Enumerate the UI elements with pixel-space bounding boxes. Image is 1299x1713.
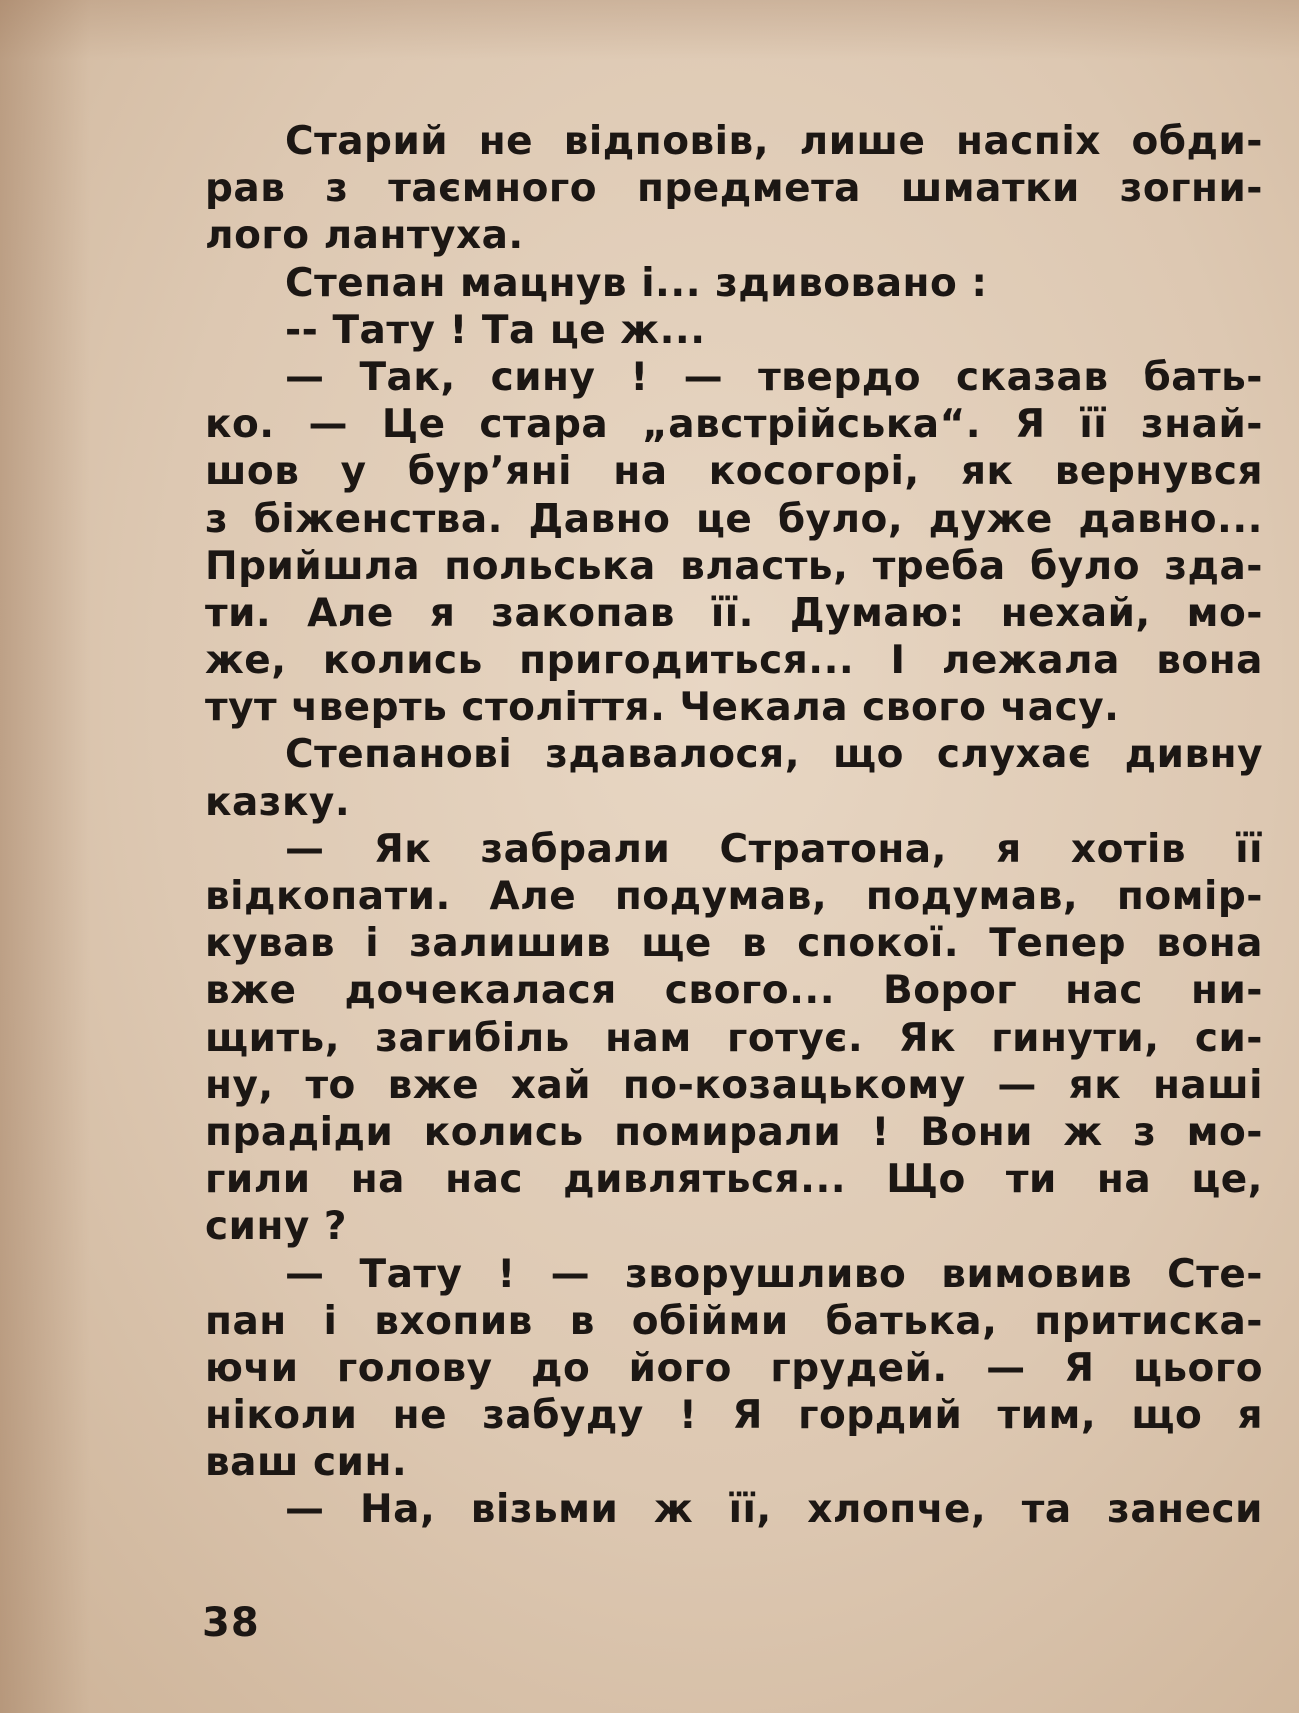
page-number: 38	[202, 1600, 260, 1646]
text-line: — Так, сину ! — твердо сказав бать-	[285, 354, 1263, 400]
text-line: щить, загибіль нам готує. Як гинути, си-	[205, 1015, 1263, 1061]
text-line: ваш син.	[205, 1440, 408, 1486]
text-line: — Як забрали Стратона, я хотів її	[285, 826, 1263, 872]
text-line: Степан мацнув і... здивовано :	[285, 260, 988, 306]
text-line: — Тату ! — зворушливо вимовив Сте-	[285, 1251, 1263, 1297]
text-line: ти. Але я закопав її. Думаю: нехай, мо-	[205, 590, 1263, 636]
text-line: тут чверть століття. Чекала свого часу.	[205, 685, 1120, 731]
text-line: рав з таємного предмета шматки зогни-	[205, 166, 1263, 212]
text-line: ну, то вже хай по-козацькому — як наші	[205, 1062, 1263, 1108]
text-line: прадіди колись помирали ! Вони ж з мо-	[205, 1109, 1263, 1155]
text-line: гили на нас дивляться... Що ти на це,	[205, 1157, 1263, 1203]
text-line: Прийшла польська власть, треба було зда-	[205, 543, 1263, 589]
text-line: з біженства. Давно це було, дуже давно...	[205, 496, 1263, 542]
text-line: сину ?	[205, 1204, 348, 1250]
text-line: пан і вхопив в обійми батька, притиска-	[205, 1298, 1263, 1344]
body-text	[205, 118, 1263, 1534]
text-line: же, колись пригодиться... І лежала вона	[205, 638, 1263, 684]
text-line: ко. — Це стара „австрійська“. Я її знай-	[205, 402, 1263, 448]
text-line: вже дочекалася свого... Ворог нас ни-	[205, 968, 1263, 1014]
text-line: Степанові здавалося, що слухає дивну	[285, 732, 1263, 778]
text-line: кував і залишив ще в спокої. Тепер вона	[205, 921, 1263, 967]
text-line: шов у бур’яні на косогорі, як вернувся	[205, 449, 1263, 495]
text-line: казку.	[205, 779, 351, 825]
text-line: лого лантуха.	[205, 213, 524, 259]
text-line: відкопати. Але подумав, подумав, помір-	[205, 874, 1263, 919]
text-line: ючи голову до його грудей. — Я цього	[205, 1345, 1263, 1391]
text-line: -- Тату ! Та це ж...	[285, 307, 706, 353]
text-line: Старий не відповів, лише наспіх обди-	[285, 119, 1263, 164]
text-line: ніколи не забуду ! Я гордий тим, що я	[205, 1393, 1263, 1439]
text-line: — На, візьми ж її, хлопче, та занеси	[285, 1487, 1263, 1533]
